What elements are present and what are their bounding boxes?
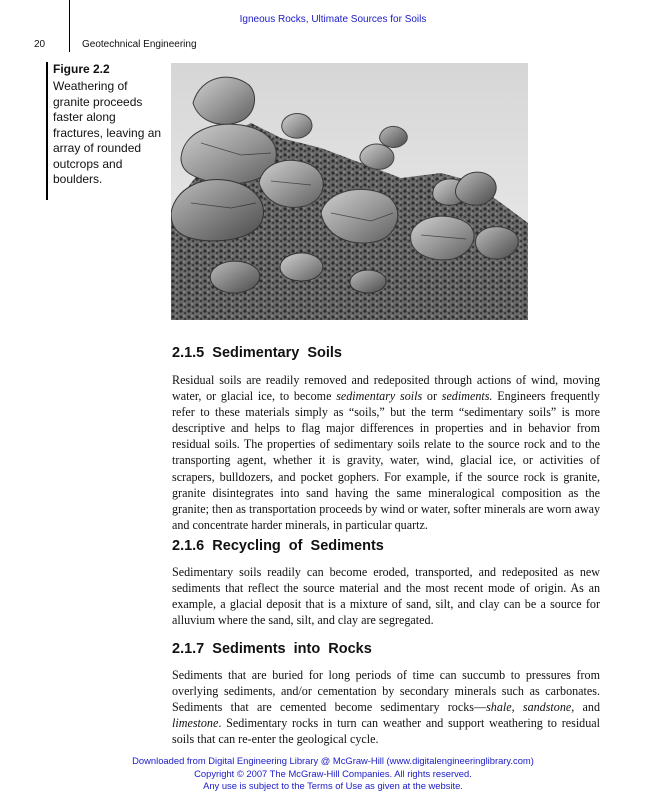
emphasis-term: limestone bbox=[172, 716, 219, 731]
granite-outcrop-photo bbox=[171, 63, 528, 320]
footer-notice bbox=[0, 755, 666, 793]
footer-copyright: Copyright © 2007 The McGraw-Hill Companies. All rights reserved. bbox=[194, 767, 472, 779]
header-divider bbox=[69, 0, 70, 52]
emphasis-term: shale, sandstone, bbox=[486, 700, 575, 715]
caption-rule bbox=[46, 62, 48, 200]
paragraph-sedimentary-soils bbox=[172, 372, 600, 533]
page-number: 20 bbox=[34, 39, 46, 50]
emphasis-term: sedimentary soils bbox=[336, 389, 423, 404]
section-heading-recycling-of-sediments: 2.1.6 Recycling of Sediments bbox=[172, 538, 384, 554]
section-heading-sediments-into-rocks: 2.1.7 Sediments into Rocks bbox=[172, 641, 372, 657]
text-run: . Sedimentary rocks in turn can weather and support weathering to residual soils that can re-enter the geological cycle. bbox=[172, 716, 600, 747]
figure-label: Figure 2.2 bbox=[53, 62, 110, 76]
text-run: Sediments that are buried for long periods of time can succumb to pressures from overlying sediments, and/or cementation by secondary minerals such as carbonates. Sediments that are cemented become sedimentary rocks— bbox=[172, 668, 600, 715]
text-run: and bbox=[574, 700, 600, 715]
paragraph-recycling-of-sediments: Sedimentary soils readily can become eroded, transported, and redeposited as new sediments that reflect the source material and the most recent mode of origin. As an example, a glacial deposit that is a mixture of sand, silt, and clay can be a source for alluvium where the sand, silt, and clay are segregated. bbox=[172, 565, 600, 628]
footer-terms: Any use is subject to the Terms of Use as given at the website. bbox=[203, 780, 463, 791]
section-heading-sedimentary-soils: 2.1.5 Sedimentary Soils bbox=[172, 345, 342, 361]
running-title: Igneous Rocks, Ultimate Sources for Soils bbox=[239, 14, 427, 25]
text-run: Residual soils are readily removed and redeposited through actions of wind, moving water, or glacial ice, to become bbox=[172, 373, 600, 404]
figure-caption: Weathering of granite proceeds faster along fractures, leaving an array of rounded outcrops and boulders. bbox=[53, 79, 162, 186]
footer-download-link[interactable]: Downloaded from Digital Engineering Library @ McGraw-Hill (www.digitalengineeringlibrary.com) bbox=[132, 755, 534, 766]
book-title: Geotechnical Engineering bbox=[82, 39, 197, 50]
paragraph-sediments-into-rocks bbox=[172, 667, 600, 747]
text-run: Engineers frequently refer to these materials simply as “soils,” but the term “sedimentary soils” is more descriptive and helps to flag major differences in properties and in behavior from residual soils. The properties of sedimentary soils relate to the source rock and to the transporting agent, whether it is gravity, water, wind, glacial ice, or activities of scrapers, bulldozers, and pocket gophers. For example, if the source rock is granite, granite disintegrates into sand having the same mineralogical composition as the granite; then as transportation proceeds by wind or water, softer minerals are worn away and concentrate harder minerals, in particular quartz. bbox=[172, 389, 600, 532]
emphasis-term: sediments. bbox=[441, 389, 493, 404]
text-run: or bbox=[422, 389, 442, 404]
